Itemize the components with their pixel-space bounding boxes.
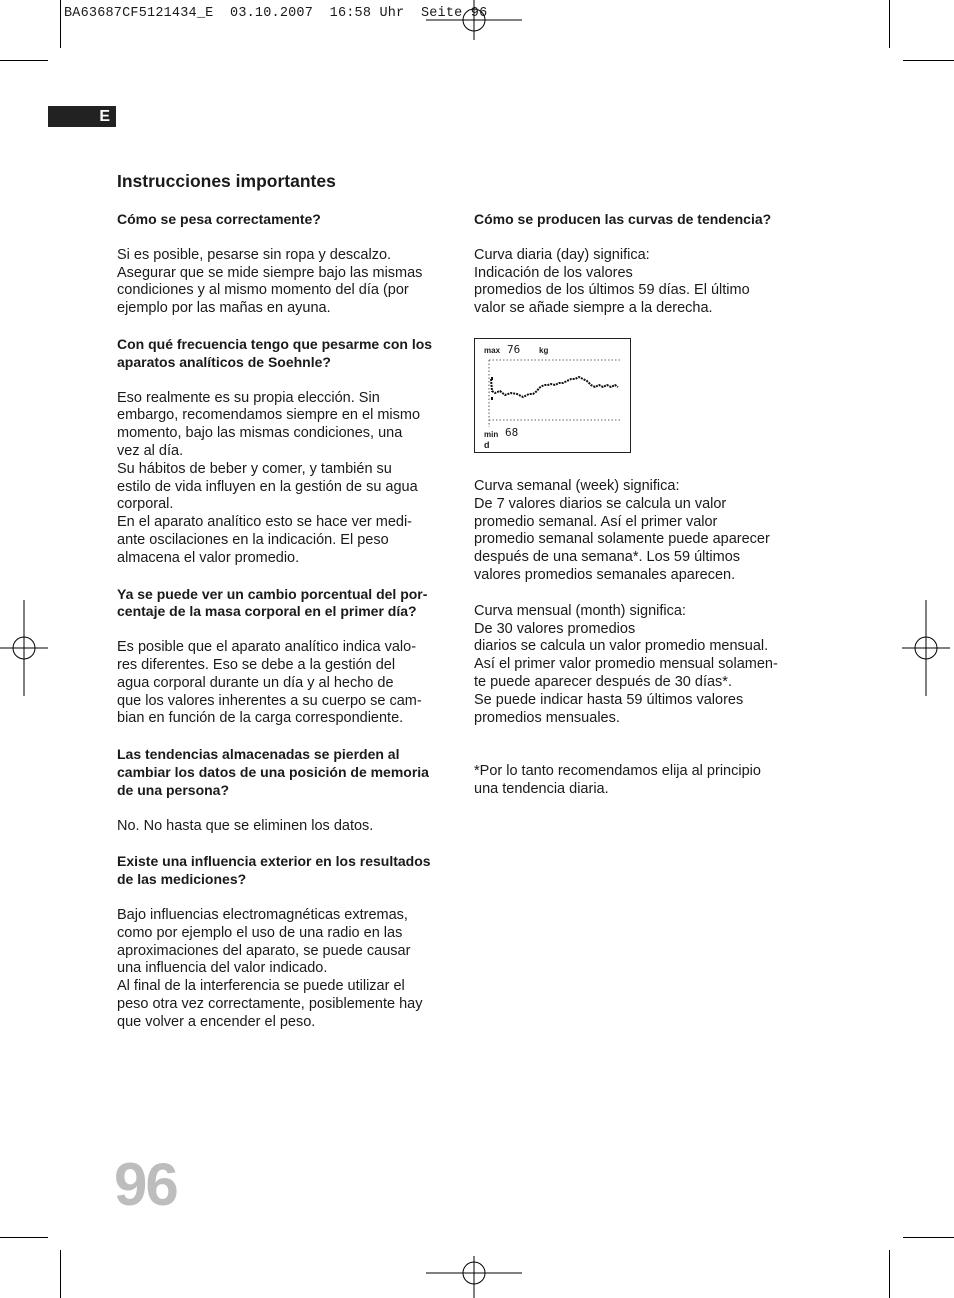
crop-mark [889, 1250, 890, 1298]
weekly-line: promedio semanal solamente puede aparecer [474, 531, 770, 548]
question-heading: Existe una influencia exterior en los resultados [117, 853, 431, 870]
question-heading: de las mediciones? [117, 871, 247, 888]
monthly-line: Se puede indicar hasta 59 últimos valores [474, 691, 744, 708]
display-min-label: min [484, 430, 499, 439]
answer-line: condiciones y al mismo momento del día (por [117, 282, 409, 299]
weekly-line: valores promedios semanales aparecen. [474, 566, 736, 583]
question-heading: Con qué frecuencia tengo que pesarme con los [117, 335, 433, 352]
answer-line: peso otra vez correctamente, posiblemente hay [117, 995, 423, 1012]
registration-mark-bottom [426, 1256, 526, 1298]
daily-line: promedios de los últimos 59 días. El último [474, 282, 750, 299]
monthly-line: promedios mensuales. [474, 709, 620, 726]
display-max-value: 76 [507, 343, 521, 356]
answer-line: que volver a encender el peso. [117, 1013, 316, 1030]
display-min-value: 68 [505, 426, 519, 439]
registration-mark-right [900, 600, 954, 696]
answer-line: res diferentes. Eso se debe a la gestión del [117, 656, 396, 673]
answer-line: Asegurar que se mide siempre bajo las mismas [117, 264, 423, 281]
answer-line: corporal. [117, 496, 174, 513]
display-mode: d [484, 440, 490, 450]
monthly-line: diarios se calcula un valor promedio mensual. [474, 638, 769, 655]
crop-mark [903, 60, 954, 61]
language-tab-label: E [99, 108, 110, 125]
section-title: Instrucciones importantes [117, 171, 336, 191]
print-header: BA63687CF5121434_E 03.10.2007 16:58 Uhr Seite 96 [64, 6, 488, 21]
answer-line: almacena el valor promedio. [117, 549, 300, 566]
question-heading: Cómo se pesa correctamente? [117, 211, 321, 227]
answer-line: una influencia del valor indicado. [117, 960, 328, 977]
weekly-line: Curva semanal (week) significa: [474, 478, 680, 494]
answer-line: estilo de vida influyen en la gestión de su agua [117, 478, 418, 495]
daily-line: valor se añade siempre a la derecha. [474, 300, 713, 317]
language-tab [48, 106, 116, 127]
question-heading: centaje de la masa corporal en el primer día? [117, 603, 417, 620]
answer-line: Bajo influencias electromagnéticas extremas, [117, 906, 408, 923]
monthly-line: Así el primer valor promedio mensual solamen- [474, 656, 778, 673]
answer-line: que los valores inherentes a su cuerpo se cam- [117, 692, 422, 709]
answer-line: embargo, recomendamos siempre en el mismo [117, 407, 421, 424]
answer-line: Eso realmente es su propia elección. Sin [117, 389, 380, 406]
daily-line: Curva diaria (day) significa: [474, 246, 650, 263]
weekly-line: promedio semanal. Así el primer valor [474, 513, 718, 530]
answer-line: momento, bajo las mismas condiciones, una [117, 425, 403, 442]
trend-display-illustration [474, 338, 631, 453]
answer-line: Su hábitos de beber y comer, y también su [117, 460, 392, 477]
registration-mark-left [0, 600, 50, 696]
crop-mark [0, 1237, 48, 1238]
footnote-line: *Por lo tanto recomendamos elija al principio [474, 763, 761, 780]
crop-mark [0, 60, 48, 61]
crop-mark [889, 0, 890, 48]
display-max-label: max [484, 346, 501, 355]
right-column-continued [474, 478, 814, 799]
daily-line: Indicación de los valores [474, 264, 633, 281]
crop-mark [60, 1250, 61, 1298]
monthly-line: De 30 valores promedios [474, 620, 636, 637]
monthly-line: te puede aparecer después de 30 días*. [474, 673, 732, 690]
question-heading: Ya se puede ver un cambio porcentual del por- [117, 585, 428, 602]
answer-line: ante oscilaciones en la indicación. El peso [117, 531, 389, 548]
answer-line: aproximaciones del aparato, se puede causar [117, 942, 411, 959]
answer-line: agua corporal durante un día y al hecho de [117, 674, 394, 691]
answer-line: En el aparato analítico esto se hace ver medi- [117, 514, 412, 531]
left-column [117, 211, 449, 1031]
answer-line: vez al día. [117, 442, 184, 459]
answer-line: Si es posible, pesarse sin ropa y descalzo. [117, 246, 392, 263]
answer-line: ejemplo por las mañas en ayuna. [117, 300, 331, 317]
trend-curve [475, 339, 630, 452]
question-heading: Cómo se producen las curvas de tendencia? [474, 211, 772, 227]
answer-line: Al final de la interferencia se puede utilizar el [117, 978, 405, 995]
weekly-line: después de una semana*. Los 59 últimos [474, 549, 741, 566]
crop-mark [903, 1237, 954, 1238]
answer-line: como por ejemplo el uso de una radio en las [117, 924, 403, 941]
footnote-line: una tendencia diaria. [474, 781, 609, 798]
question-heading: Las tendencias almacenadas se pierden al [117, 746, 400, 763]
display-unit: kg [539, 346, 549, 355]
question-heading: cambiar los datos de una posición de memoria [117, 763, 429, 780]
page-number: 96 [114, 1151, 177, 1218]
monthly-line: Curva mensual (month) significa: [474, 602, 686, 619]
question-heading: de una persona? [117, 781, 230, 798]
crop-mark [60, 0, 61, 48]
answer-line: bian en función de la carga correspondiente. [117, 710, 404, 727]
weekly-line: De 7 valores diarios se calcula un valor [474, 495, 727, 512]
answer-line: No. No hasta que se eliminen los datos. [117, 817, 374, 834]
right-column [474, 211, 814, 318]
answer-line: Es posible que el aparato analítico indica valo- [117, 639, 417, 656]
question-heading: aparatos analíticos de Soehnle? [117, 353, 331, 370]
